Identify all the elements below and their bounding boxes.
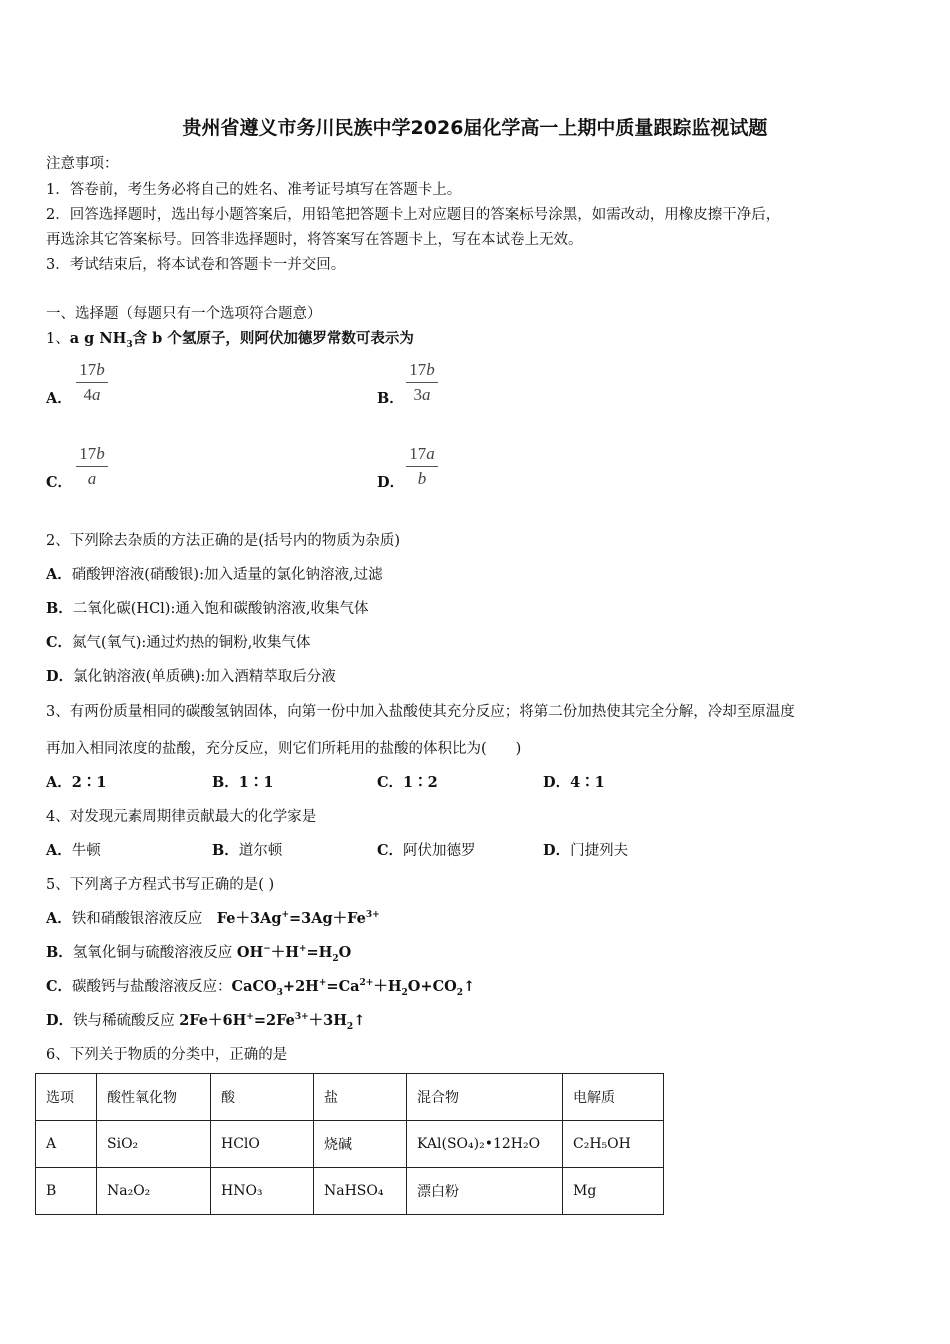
q4-option-d: D．门捷列夫 [543, 842, 629, 859]
table-cell: A [36, 1121, 97, 1168]
table-cell: Na₂O₂ [97, 1168, 211, 1215]
page-title: 贵州省遵义市务川民族中学2026届化学高一上期中质量跟踪监视试题 [182, 117, 768, 139]
table-row [36, 1121, 664, 1168]
table-cell: SiO₂ [97, 1121, 211, 1168]
question-3-stem-line1: 3、有两份质量相同的碳酸氢钠固体，向第一份中加入盐酸使其充分反应；将第二份加热使其完全分解，冷却至原温度 [46, 704, 795, 720]
q3-option-d: D．4∶1 [543, 774, 605, 791]
q1-option-a-label: A． [46, 390, 72, 407]
q1-option-b-fraction: 17b 3a [404, 359, 440, 406]
q5-option-a: A．铁和硝酸银溶液反应 $Fe+3Ag^+=3Ag+Fe^{3+}$ [46, 910, 380, 927]
question-5-stem: 5、下列离子方程式书写正确的是( ) [46, 877, 275, 893]
question-4-stem: 4、对发现元素周期律贡献最大的化学家是 [46, 809, 317, 825]
table-cell: 漂白粉 [407, 1168, 563, 1215]
notice-heading: 注意事项： [46, 156, 119, 172]
q1-option-c-label: C． [46, 474, 73, 491]
notice-item-2a: 2．回答选择题时，选出每小题答案后，用铅笔把答题卡上对应题目的答案标号涂黑，如需改动，用橡皮擦干净后， [46, 207, 781, 223]
notice-item-2b: 再选涂其它答案标号。回答非选择题时，将答案写在答题卡上，写在本试卷上无效。 [46, 232, 583, 248]
q4-option-a: A．牛顿 [46, 842, 101, 859]
classification-table [35, 1073, 664, 1215]
table-cell: HClO [211, 1121, 314, 1168]
table-header-cell: 盐 [314, 1074, 407, 1121]
q5-option-d: D．铁与稀硫酸反应 $2Fe+6H^+=2Fe^{3+}+3H_2↑$ [46, 1012, 366, 1032]
notice-item-1: 1．答卷前，考生务必将自己的姓名、准考证号填写在答题卡上。 [46, 182, 462, 198]
notice-item-3: 3．考试结束后，将本试卷和答题卡一并交回。 [46, 257, 346, 273]
q3-option-c: C．1∶2 [377, 774, 438, 791]
q4-option-c: C．阿伏加德罗 [377, 842, 476, 859]
q1-option-d-fraction: 17a b [404, 443, 440, 490]
table-header-row [36, 1074, 664, 1121]
q4-option-b: B．道尔顿 [212, 842, 283, 859]
question-3-stem-line2: 再加入相同浓度的盐酸，充分反应，则它们所耗用的盐酸的体积比为( ) [46, 741, 522, 757]
table-header-cell: 选项 [36, 1074, 97, 1121]
q3-option-a: A．2∶1 [46, 774, 107, 791]
question-1-stem: 1、a g $NH_3$含 b 个氢原子，则阿伏加德罗常数可表示为 [46, 330, 414, 350]
table-cell: HNO₃ [211, 1168, 314, 1215]
q3-option-b: B．1∶1 [212, 774, 274, 791]
q2-option-c: C．氮气(氧气):通过灼热的铜粉,收集气体 [46, 634, 311, 651]
question-number: 1、 [46, 331, 70, 347]
q5-option-c: C．碳酸钙与盐酸溶液反应：$CaCO_3+2H^+=Ca^{2+}+H_2O+CO_2↑$ [46, 978, 476, 998]
q2-option-a: A．硝酸钾溶液(硝酸银):加入适量的氯化钠溶液,过滤 [46, 566, 383, 583]
q5-option-b: B．氢氧化铜与硫酸溶液反应 $OH^-+H^+=H_2O$ [46, 944, 352, 964]
table-header-cell: 酸 [211, 1074, 314, 1121]
table-cell: NaHSO₄ [314, 1168, 407, 1215]
table-header-cell: 酸性氧化物 [97, 1074, 211, 1121]
table-cell: Mg [563, 1168, 664, 1215]
q1-option-d-label: D． [377, 474, 405, 491]
table-cell: B [36, 1168, 97, 1215]
question-6-stem: 6、下列关于物质的分类中，正确的是 [46, 1047, 288, 1063]
section-heading: 一、选择题（每题只有一个选项符合题意） [46, 306, 322, 322]
question-2-stem: 2、下列除去杂质的方法正确的是(括号内的物质为杂质) [46, 533, 401, 549]
table-cell: C₂H₅OH [563, 1121, 664, 1168]
q1-option-c-fraction: 17b a [74, 443, 110, 490]
table-cell: 烧碱 [314, 1121, 407, 1168]
table-header-cell: 电解质 [563, 1074, 664, 1121]
q2-option-b: B．二氧化碳(HCl):通入饱和碳酸钠溶液,收集气体 [46, 600, 369, 617]
table-header-cell: 混合物 [407, 1074, 563, 1121]
q1-option-a-fraction: 17b 4a [74, 359, 110, 406]
table-cell: KAl(SO₄)₂•12H₂O [407, 1121, 563, 1168]
q1-option-b-label: B． [377, 390, 404, 407]
q2-option-d: D．氯化钠溶液(单质碘):加入酒精萃取后分液 [46, 668, 336, 685]
table-row [36, 1168, 664, 1215]
